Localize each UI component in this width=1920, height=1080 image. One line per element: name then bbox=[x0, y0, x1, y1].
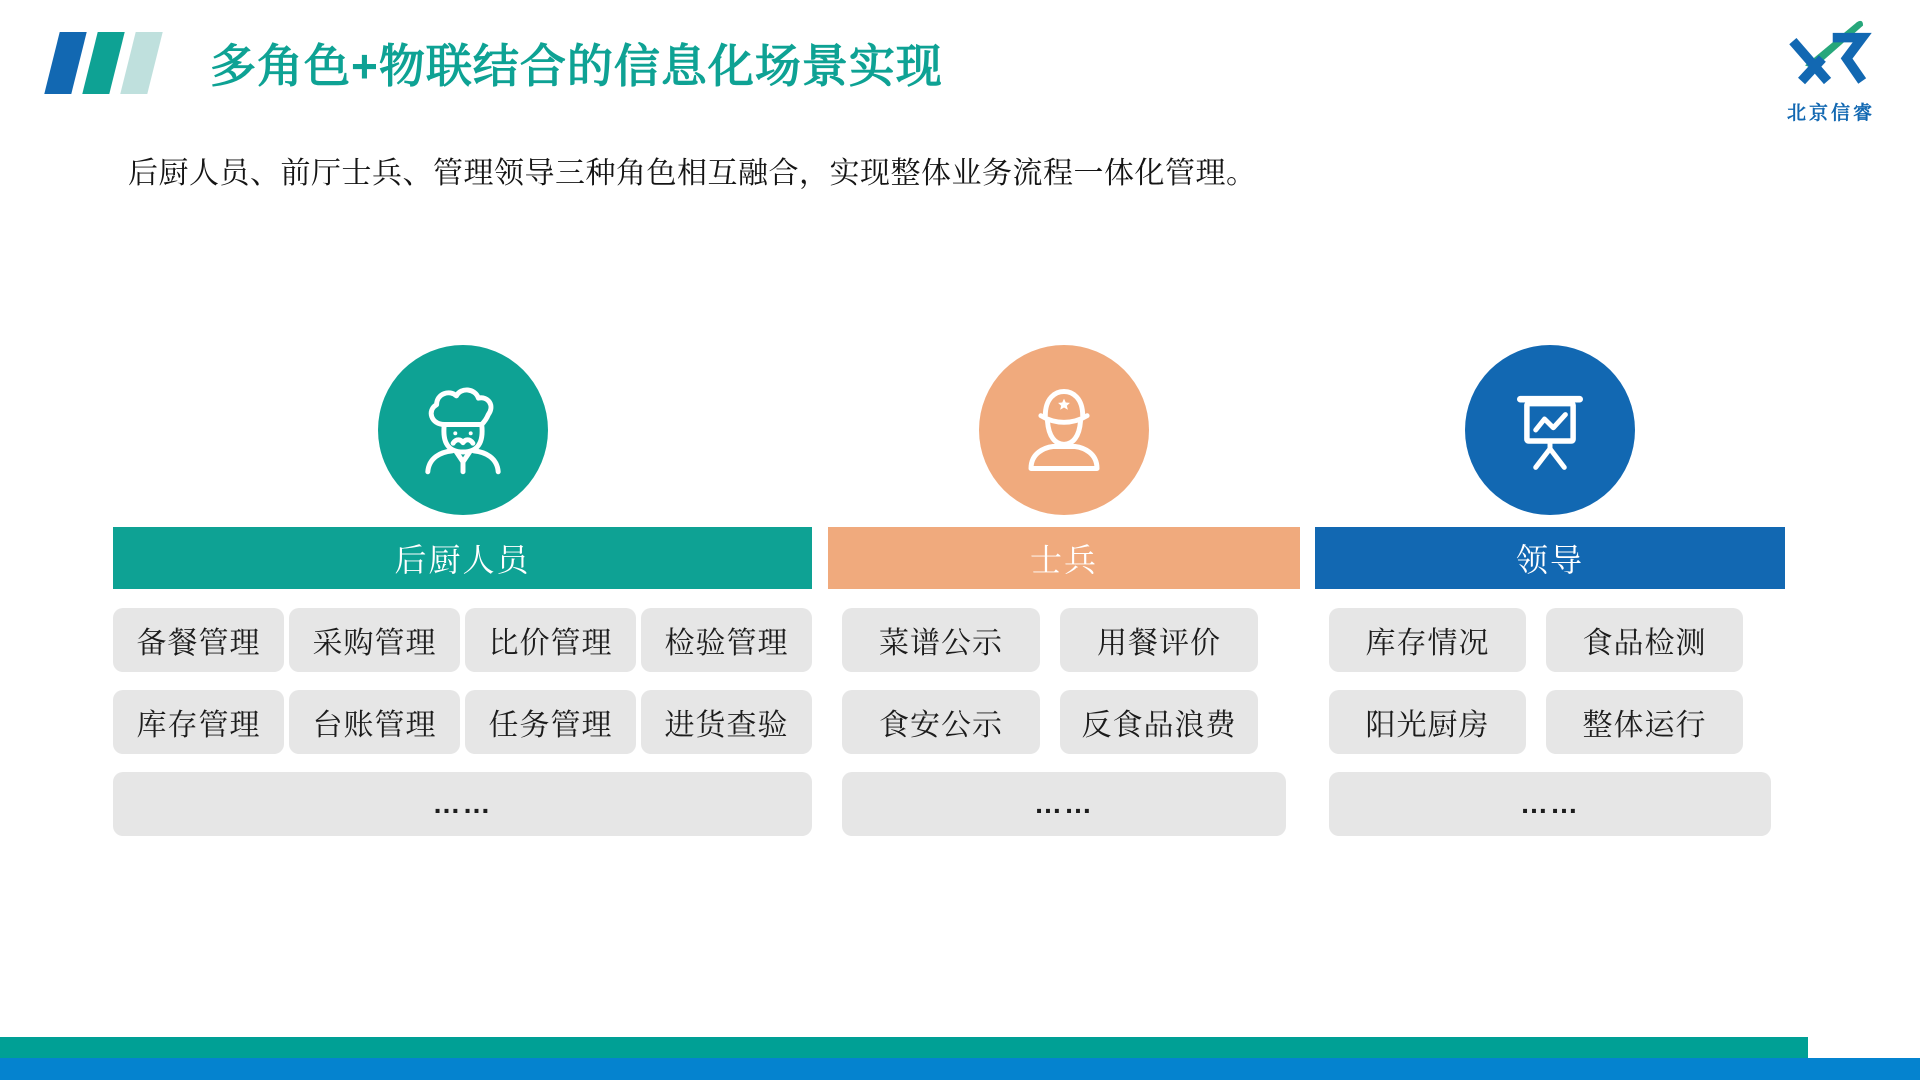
column-header-soldier: 士兵 bbox=[828, 527, 1300, 589]
feature-item: 食安公示 bbox=[842, 690, 1040, 754]
accent-bar-light-teal bbox=[120, 32, 162, 94]
kitchen-items bbox=[113, 608, 812, 836]
feature-item: 整体运行 bbox=[1546, 690, 1743, 754]
leader-icon-circle bbox=[1465, 345, 1635, 515]
feature-item: 比价管理 bbox=[465, 608, 636, 672]
chef-icon-circle bbox=[378, 345, 548, 515]
leader-items bbox=[1315, 608, 1785, 836]
feature-item: 阳光厨房 bbox=[1329, 690, 1526, 754]
feature-item: 任务管理 bbox=[465, 690, 636, 754]
column-header-leader: 领导 bbox=[1315, 527, 1785, 589]
subtitle: 后厨人员、前厅士兵、管理领导三种角色相互融合，实现整体业务流程一体化管理。 bbox=[128, 157, 1257, 190]
feature-item: 备餐管理 bbox=[113, 608, 284, 672]
logo-text: 北京信睿 bbox=[1786, 103, 1875, 124]
feature-item-more: …… bbox=[842, 772, 1286, 836]
footer-bar-blue bbox=[0, 1058, 1920, 1080]
soldier-icon-circle bbox=[979, 345, 1149, 515]
feature-item-more: …… bbox=[113, 772, 812, 836]
column-header-kitchen: 后厨人员 bbox=[113, 527, 812, 589]
feature-item: 库存管理 bbox=[113, 690, 284, 754]
company-logo bbox=[1772, 14, 1890, 125]
accent-bar-teal bbox=[82, 32, 124, 94]
logo-xr-icon bbox=[1779, 14, 1883, 96]
feature-item: 进货查验 bbox=[641, 690, 812, 754]
feature-item: 台账管理 bbox=[289, 690, 460, 754]
feature-item: 用餐评价 bbox=[1060, 608, 1258, 672]
feature-item: 反食品浪费 bbox=[1060, 690, 1258, 754]
page-title: 多角色+物联结合的信息化场景实现 bbox=[210, 40, 943, 92]
feature-item: 食品检测 bbox=[1546, 608, 1743, 672]
soldier-icon bbox=[1009, 375, 1119, 485]
soldier-items bbox=[828, 608, 1300, 836]
feature-item: 菜谱公示 bbox=[842, 608, 1040, 672]
title-accent-bars bbox=[52, 32, 155, 94]
feature-item-more: …… bbox=[1329, 772, 1771, 836]
feature-item: 采购管理 bbox=[289, 608, 460, 672]
feature-item: 检验管理 bbox=[641, 608, 812, 672]
chef-icon bbox=[408, 375, 518, 485]
feature-item: 库存情况 bbox=[1329, 608, 1526, 672]
presentation-chart-icon bbox=[1495, 375, 1605, 485]
accent-bar-blue bbox=[44, 32, 86, 94]
footer-bar-teal bbox=[0, 1037, 1808, 1058]
